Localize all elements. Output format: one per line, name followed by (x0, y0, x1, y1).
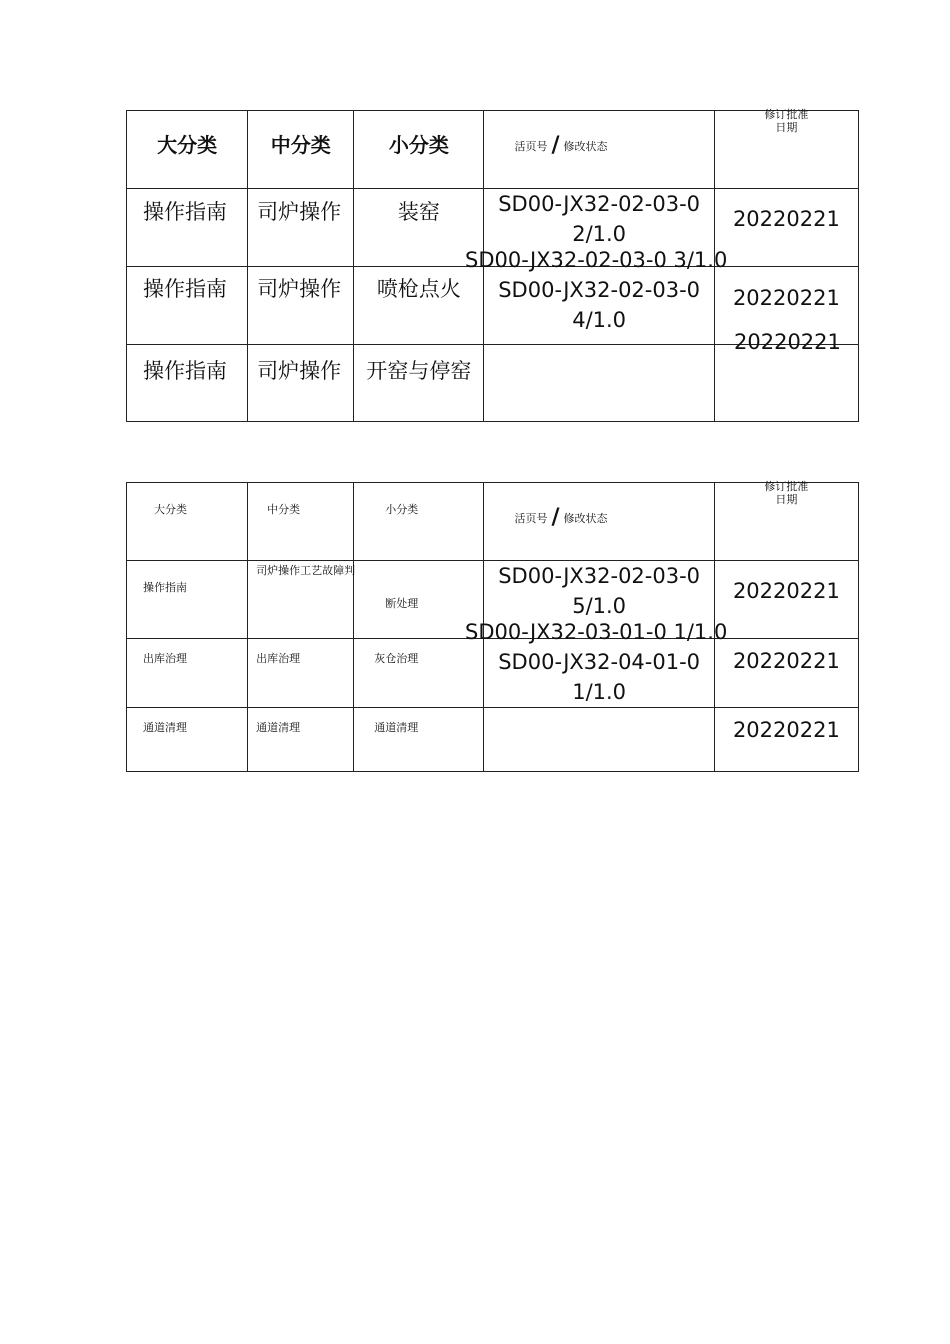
cell-major: 出库治理 (127, 639, 248, 708)
revision-status-label: 修改状态 (563, 512, 608, 525)
cell-middle: 司炉操作工艺故障判 (248, 561, 354, 639)
cell-date: 20220221 (714, 267, 858, 345)
table-row (127, 708, 859, 772)
cell-code (484, 708, 714, 772)
header-page-code (484, 111, 714, 189)
table-header-row (127, 111, 859, 189)
header-major: 大分类 (127, 111, 248, 189)
code-line-2: 1/1.0 (572, 680, 627, 704)
cell-middle: 通道清理 (248, 708, 354, 772)
code-line-1: SD00-JX32-02-03-0 (498, 192, 701, 216)
table-header-row (127, 483, 859, 561)
code-line-1: SD00-JX32-02-03-0 (498, 278, 701, 302)
date-label-line2: 日期 (775, 121, 798, 134)
header-minor: 小分类 (354, 111, 484, 189)
cell-minor: 开窑与停窑 (354, 345, 484, 422)
cell-date: 20220221 (714, 639, 858, 708)
cell-code (484, 639, 714, 708)
overflow-code: SD00-JX32-03-01-0 1/1.0 (465, 620, 728, 644)
date-label-line1: 修订批准 (764, 480, 809, 493)
cell-middle: 出库治理 (248, 639, 354, 708)
code-line-1: SD00-JX32-04-01-0 (498, 650, 701, 674)
cell-date: 20220221 (714, 189, 858, 267)
cell-middle: 司炉操作 (248, 267, 354, 345)
slash-mark: / (551, 505, 560, 530)
table-row (127, 345, 859, 422)
page-code-label: 活页号 (514, 140, 548, 153)
cell-minor: 喷枪点火 (354, 267, 484, 345)
header-minor: 小分类 (354, 483, 484, 561)
cell-minor: 断处理 (354, 561, 484, 639)
code-line-1: SD00-JX32-02-03-0 (498, 564, 701, 588)
overflow-code: SD00-JX32-02-03-0 3/1.0 (465, 248, 728, 272)
cell-minor: 通道清理 (354, 708, 484, 772)
cell-middle: 司炉操作 (248, 345, 354, 422)
cell-date: 20220221 (714, 561, 858, 639)
cell-code (484, 267, 714, 345)
slash-mark: / (551, 133, 560, 158)
cell-major: 操作指南 (127, 345, 248, 422)
header-middle: 中分类 (248, 483, 354, 561)
revision-status-label: 修改状态 (563, 140, 608, 153)
date-label-line1: 修订批准 (764, 108, 809, 121)
code-line-2: 2/1.0 (572, 222, 627, 246)
cell-major: 操作指南 (127, 561, 248, 639)
cell-code (484, 345, 714, 422)
cell-major: 操作指南 (127, 267, 248, 345)
header-date (714, 480, 858, 561)
header-middle: 中分类 (248, 111, 354, 189)
cell-minor: 灰仓治理 (354, 639, 484, 708)
page-code-label: 活页号 (514, 512, 548, 525)
cell-middle: 司炉操作 (248, 189, 354, 267)
cell-minor: 装窑 (354, 189, 484, 267)
cell-major: 通道清理 (127, 708, 248, 772)
cell-major: 操作指南 (127, 189, 248, 267)
code-line-2: 4/1.0 (572, 308, 627, 332)
cell-date (714, 345, 858, 422)
cell-date: 20220221 (714, 708, 858, 772)
header-page-code (484, 483, 714, 561)
header-major: 大分类 (127, 483, 248, 561)
overflow-date: 20220221 (734, 330, 841, 354)
date-label-line2: 日期 (775, 493, 798, 506)
code-line-2: 5/1.0 (572, 594, 627, 618)
header-date (714, 108, 858, 189)
table-row (127, 639, 859, 708)
